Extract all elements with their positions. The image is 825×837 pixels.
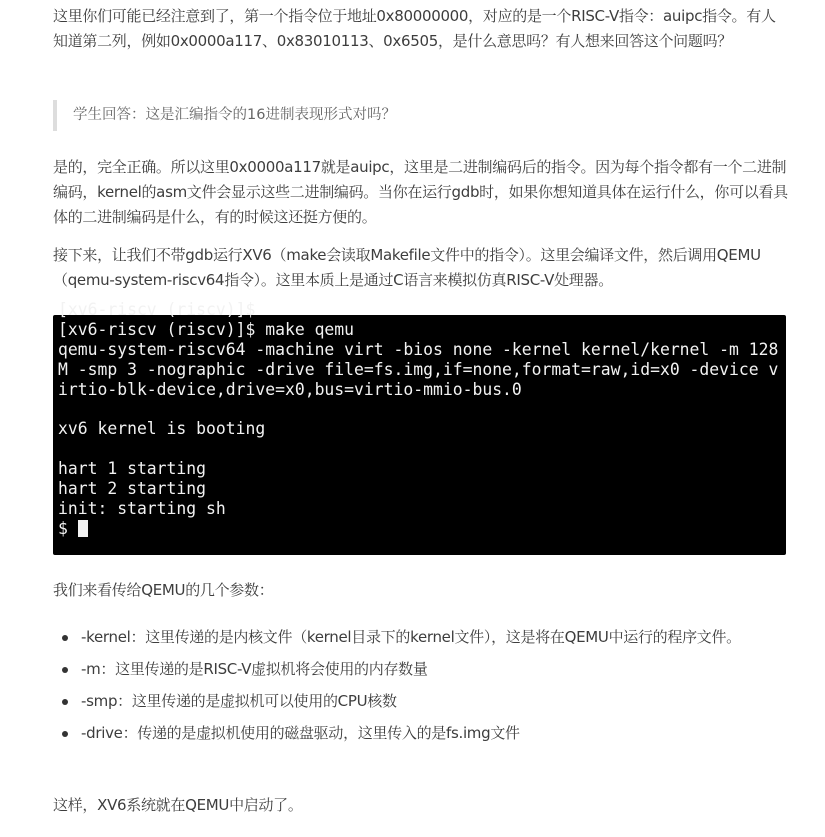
terminal-output (53, 300, 778, 539)
terminal-line: [xv6-riscv (riscv)]$ (58, 300, 256, 319)
terminal-line: irtio-blk-device,drive=x0,bus=virtio-mmio-bus.0 (58, 379, 522, 399)
bullet-icon (62, 667, 68, 673)
list-item-m (53, 657, 788, 682)
quote-text: 学生回答：这是汇编指令的16进制表现形式对吗？ (73, 107, 396, 123)
list-item-drive (53, 721, 788, 746)
paragraph-instruction-question: 这里你们可能已经注意到了，第一个指令位于地址0x80000000，对应的是一个RISC-V指令：auipc指令。有人知道第二列，例如0x0000a117、0x83010113、0x6505，是什么意思吗？有人想来回答这个问题吗？ (53, 7, 776, 50)
terminal-line: hart 1 starting (58, 459, 207, 479)
terminal-line: init: starting sh (58, 499, 226, 519)
paragraph-answer: 是的，完全正确。所以这里0x0000a117就是auipc，这里是二进制编码后的指令。因为每个指令都有一个二进制编码，kernel的asm文件会显示这些二进制编码。当你在运行gdb时，如果你想知道具体在运行什么，你可以看具体的二进制编码是什么，有的时候这还挺方便的。 (53, 158, 788, 226)
paragraph-run-qemu: 接下来，让我们不带gdb运行XV6（make会读取Makefile文件中的指令）。这里会编译文件，然后调用QEMU（qemu-system-riscv64指令）。这里本质上是通过C语言来模拟仿真RISC-V处理器。 (53, 246, 761, 289)
list-item-text: -kernel：这里传递的是内核文件（kernel目录下的kernel文件），这是将在QEMU中运行的程序文件。 (81, 628, 741, 646)
bullet-icon (62, 699, 68, 705)
terminal-line: qemu-system-riscv64 -machine virt -bios none -kernel kernel/kernel -m 128 (58, 339, 779, 359)
list-item-text: -drive：传递的是虚拟机使用的磁盘驱动，这里传入的是fs.img文件 (81, 724, 520, 742)
bullet-icon (62, 731, 68, 737)
paragraph-conclusion: 这样，XV6系统就在QEMU中启动了。 (53, 796, 303, 814)
student-answer-quote (53, 100, 788, 131)
terminal-prompt: $ (58, 518, 78, 538)
list-item-kernel (53, 625, 788, 650)
list-item-text: -m：这里传递的是RISC-V虚拟机将会使用的内存数量 (81, 660, 428, 678)
qemu-params-list (53, 625, 788, 746)
terminal-line: [xv6-riscv (riscv)]$ make qemu (58, 319, 355, 339)
terminal-line: xv6 kernel is booting (58, 419, 266, 439)
list-item-text: -smp：这里传递的是虚拟机可以使用的CPU核数 (81, 692, 397, 710)
paragraph-params-intro: 我们来看传给QEMU的几个参数： (53, 581, 274, 599)
terminal-cursor (78, 520, 88, 537)
terminal-screenshot (53, 300, 786, 555)
list-item-smp (53, 689, 788, 714)
terminal-line: hart 2 starting (58, 479, 207, 499)
bullet-icon (62, 635, 68, 641)
terminal-line: M -smp 3 -nographic -drive file=fs.img,if=none,format=raw,id=x0 -device v (58, 359, 779, 379)
